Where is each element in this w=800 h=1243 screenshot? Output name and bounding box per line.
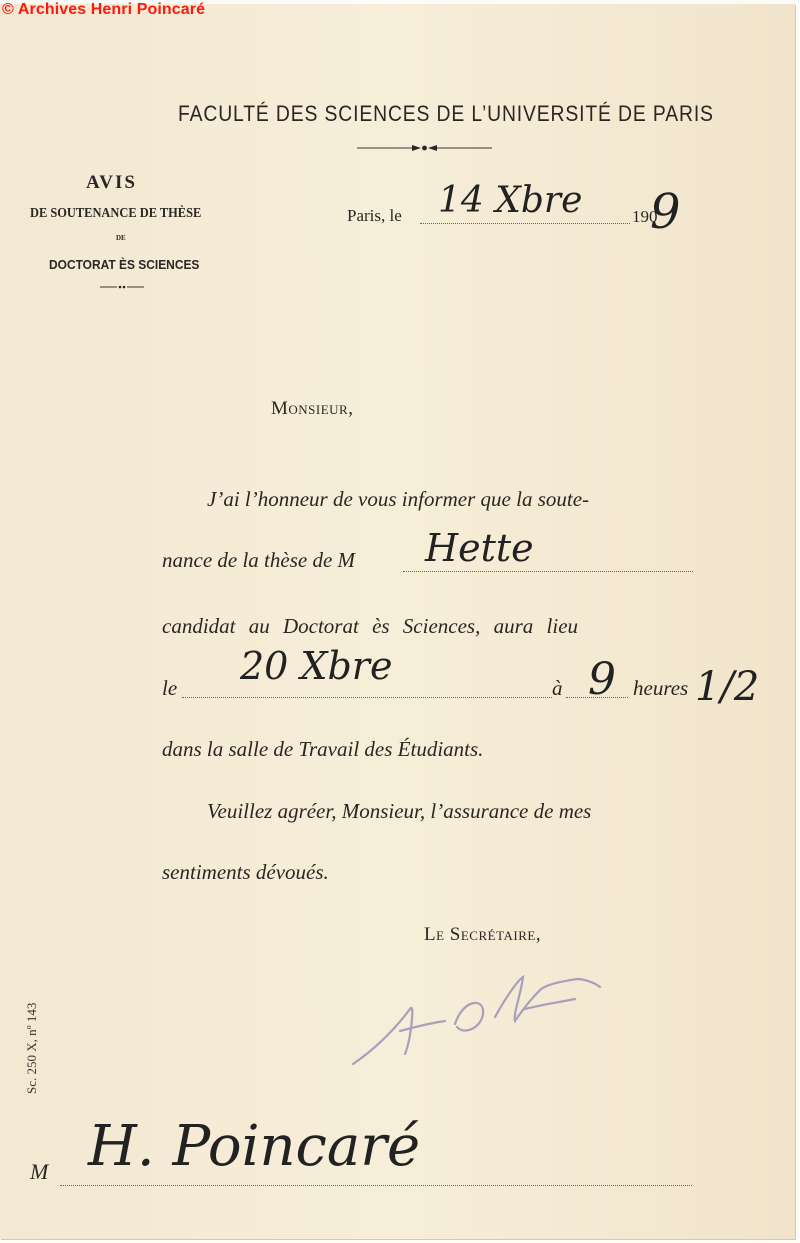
de-label: DE bbox=[116, 234, 126, 242]
doctorat-heading: DOCTORAT ÈS SCIENCES bbox=[49, 257, 200, 272]
handwritten-hour: 9 bbox=[588, 654, 616, 705]
body-line-2: nance de la thèse de M bbox=[162, 548, 356, 572]
handwritten-fraction: 1/2 bbox=[695, 664, 760, 710]
candidate-name: Hette bbox=[425, 526, 534, 570]
body-line-1: J’ai l’honneur de vous informer que la soute- bbox=[207, 487, 590, 511]
handwritten-date: 14 Xbre bbox=[438, 180, 583, 221]
date-prefix: Paris, le bbox=[347, 206, 402, 225]
handwritten-year: 9 bbox=[650, 184, 681, 240]
stamp-signature bbox=[345, 969, 615, 1079]
secretaire-label: Le Secrétaire, bbox=[424, 924, 542, 945]
le-label: le bbox=[162, 676, 178, 700]
addressee-name: H. Poincaré bbox=[88, 1114, 421, 1179]
salutation: Monsieur, bbox=[271, 398, 354, 419]
handwritten-day: 20 Xbre bbox=[240, 644, 393, 688]
document-sheet bbox=[0, 4, 795, 1239]
faculty-heading: FACULTÉ DES SCIENCES DE L’UNIVERSITÉ DE PARIS bbox=[178, 101, 714, 126]
avis-heading: AVIS bbox=[86, 172, 137, 193]
a-label: à bbox=[552, 676, 563, 700]
copyright-notice: © Archives Henri Poincaré bbox=[2, 1, 206, 18]
body-line-5: dans la salle de Travail des Étudiants. bbox=[162, 737, 484, 761]
title-ornament bbox=[357, 142, 492, 154]
body-line-6: Veuillez agréer, Monsieur, l’assurance de mes bbox=[207, 799, 592, 823]
day-dotted-line bbox=[182, 697, 552, 698]
body-line-3: candidat au Doctorat ès Sciences, aura lieu bbox=[162, 614, 579, 638]
margin-reference: Sc. 250 X, nº 143 bbox=[24, 1002, 39, 1094]
name-dotted-line bbox=[403, 571, 693, 572]
addressee-dotted-line bbox=[60, 1185, 692, 1186]
addressee-prefix: M bbox=[30, 1159, 49, 1184]
heures-label: heures bbox=[633, 676, 689, 700]
small-ornament bbox=[100, 282, 144, 292]
year-prefix: 190 bbox=[632, 207, 658, 226]
body-line-7: sentiments dévoués. bbox=[162, 860, 329, 884]
date-dotted-line bbox=[420, 223, 630, 224]
soutenance-heading: DE SOUTENANCE DE THÈSE bbox=[30, 205, 202, 220]
